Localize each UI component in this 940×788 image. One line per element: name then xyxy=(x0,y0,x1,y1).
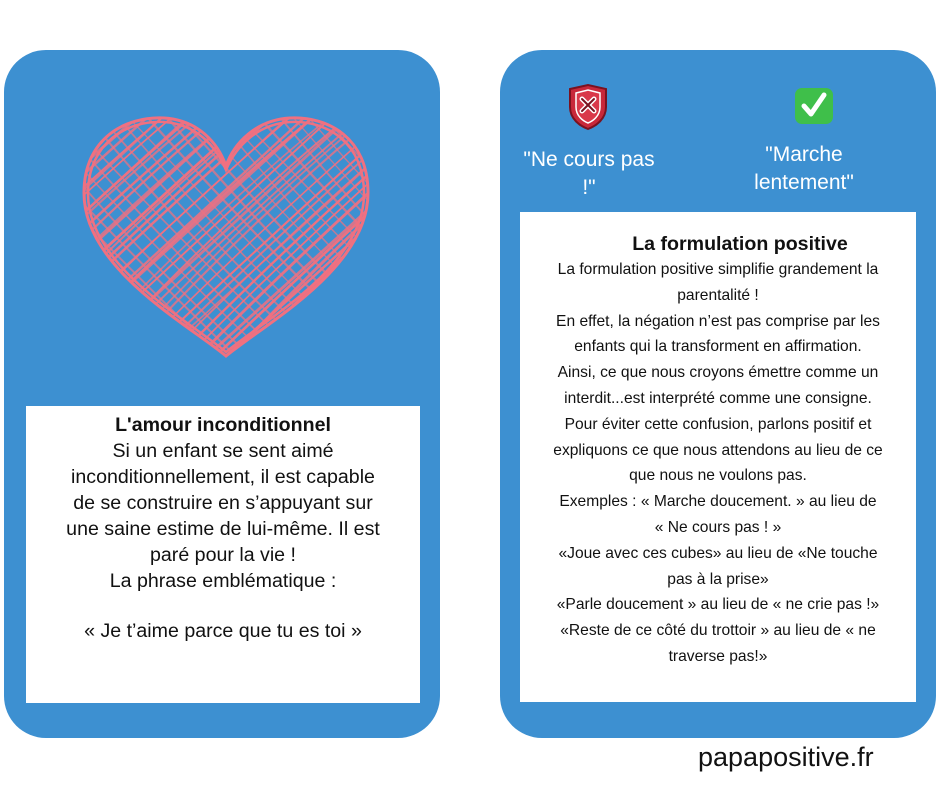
spacer xyxy=(26,594,420,618)
left-text-line: La phrase emblématique : xyxy=(109,570,337,592)
left-text-box xyxy=(26,406,420,703)
left-text-line: de se construire en s’appuyant sur xyxy=(73,492,373,514)
right-text-line: que nous ne voulons pas. xyxy=(629,467,807,485)
right-text-line: enfants qui la transforment en affirmation. xyxy=(574,338,862,356)
left-text-line: inconditionnellement, il est capable xyxy=(71,466,375,488)
left-text-line: Si un enfant se sent aimé xyxy=(112,440,334,462)
heart-scribble-icon xyxy=(76,108,376,363)
do-label-line: "Marche xyxy=(765,143,843,166)
right-text-line: «Parle doucement » au lieu de « ne crie pas !» xyxy=(556,596,880,614)
right-text-line: expliquons ce que nous attendons au lieu de ce xyxy=(553,441,883,459)
do-label xyxy=(724,141,884,197)
right-text-line: Pour éviter cette confusion, parlons positif et xyxy=(564,415,872,433)
right-card xyxy=(500,50,936,738)
right-text-line: parentalité ! xyxy=(677,286,759,304)
dont-label-line: "Ne cours pas xyxy=(523,148,655,171)
right-text-line: traverse pas!» xyxy=(668,647,768,665)
left-text-line: une saine estime de lui-même. Il est xyxy=(66,518,380,540)
right-text-line: Exemples : « Marche doucement. » au lieu de xyxy=(559,493,877,511)
dont-label xyxy=(506,146,672,202)
right-text-line: La formulation positive simplifie grandement la xyxy=(557,261,879,278)
left-card xyxy=(4,50,440,738)
left-quote: « Je t’aime parce que tu es toi » xyxy=(84,620,362,642)
right-text-line: «Reste de ce côté du trottoir » au lieu de « ne xyxy=(560,622,876,640)
right-text-line: «Joue avec ces cubes» au lieu de «Ne touche xyxy=(558,544,878,562)
right-text-line: En effet, la négation n’est pas comprise par les xyxy=(556,312,880,330)
shield-x-icon xyxy=(566,83,610,131)
right-text-line: pas à la prise» xyxy=(667,570,769,588)
right-card-title: La formulation positive xyxy=(632,233,848,255)
right-text-line: « Ne cours pas ! » xyxy=(654,518,782,536)
right-text-line: Ainsi, ce que nous croyons émettre comme un xyxy=(557,364,879,382)
left-card-title: L'amour inconditionnel xyxy=(115,414,331,436)
left-text-line: paré pour la vie ! xyxy=(150,544,296,566)
site-name: papapositive.fr xyxy=(698,742,874,772)
do-label-line: lentement" xyxy=(754,171,854,194)
right-text-line: interdit...est interprété comme une consigne. xyxy=(564,389,872,407)
green-check-icon xyxy=(794,87,834,125)
dont-label-line: !" xyxy=(582,176,596,199)
right-text-box xyxy=(520,212,916,702)
